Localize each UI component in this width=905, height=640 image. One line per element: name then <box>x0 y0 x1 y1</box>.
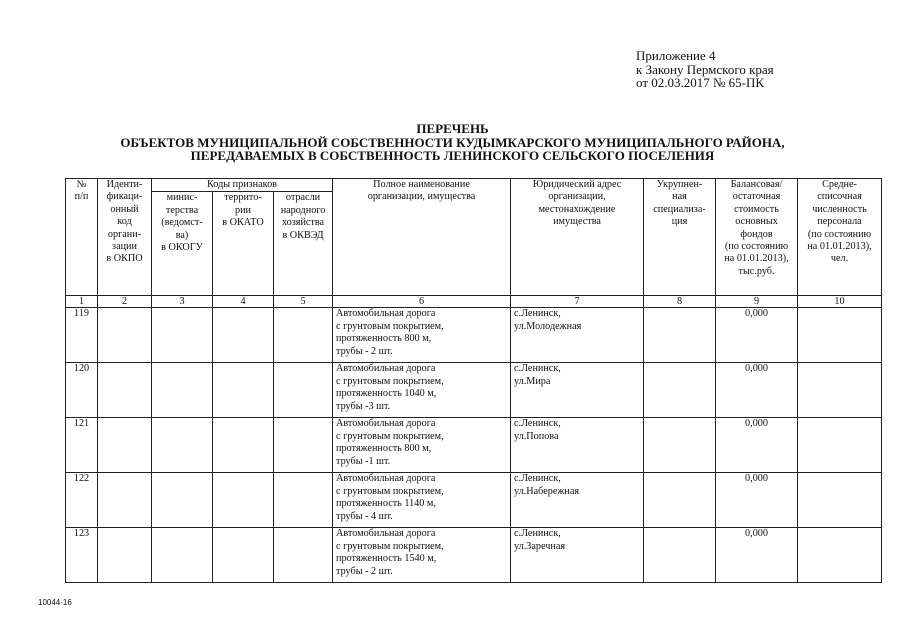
header-lines <box>153 192 211 254</box>
text-line: хозяйства <box>281 217 325 229</box>
text-line: Иденти- <box>106 179 143 190</box>
header-lines <box>512 179 642 229</box>
cell-num: 122 <box>66 473 98 528</box>
text-line: с грунтовым покрытием, <box>336 375 444 387</box>
cell-okogu <box>152 528 213 583</box>
text-line: органи- <box>107 228 142 240</box>
text-line: ул.Заречная <box>514 540 566 552</box>
text-line: Автомобильная дорога <box>336 308 436 320</box>
text-line: с грунтовым покрытием, <box>336 320 444 332</box>
text-line: Укрупнен- <box>656 179 703 190</box>
cell-name <box>333 528 511 583</box>
column-number: 3 <box>152 296 213 308</box>
header-balance <box>716 179 798 296</box>
cell-okogu <box>152 308 213 363</box>
cell-specialization <box>644 363 716 418</box>
cell-okogu <box>152 363 213 418</box>
title-line: ПЕРЕЧЕНЬ <box>416 121 489 136</box>
header-num <box>66 179 98 296</box>
text-line: онный <box>110 203 139 215</box>
text-line: протяженность 1140 м, <box>336 498 436 510</box>
text-line: в ОКВЭД <box>282 229 324 241</box>
text-line: трубы - 2 шт. <box>336 565 393 577</box>
text-line: протяженность 800 м, <box>336 443 432 455</box>
text-line: протяженность 800 м, <box>336 333 432 345</box>
text-line: терства <box>165 204 199 216</box>
cell-specialization <box>644 473 716 528</box>
cell-num: 119 <box>66 308 98 363</box>
cell-address <box>511 308 644 363</box>
cell-name <box>333 363 511 418</box>
header-specialization <box>644 179 716 296</box>
text-line: протяженность 1040 м, <box>336 388 437 400</box>
cell-specialization <box>644 308 716 363</box>
header-okato <box>213 192 274 296</box>
cell-name <box>333 308 511 363</box>
text-line: с грунтовым покрытием, <box>336 485 444 497</box>
cell-name <box>333 473 511 528</box>
text-line: Средне- <box>822 179 857 190</box>
text-line: Балансовая/ <box>730 179 783 190</box>
text-line: основных <box>735 216 778 228</box>
text-line: на 01.01.2013), <box>724 253 789 265</box>
header-lines <box>645 179 714 229</box>
property-table <box>65 178 882 583</box>
header-okogu <box>152 192 213 296</box>
header-codes-group: Коды признаков <box>152 179 333 192</box>
cell-okato <box>213 473 274 528</box>
text-line: имущества <box>553 216 601 228</box>
text-line: в ОКАТО <box>222 217 264 229</box>
text-line: рии <box>235 204 251 216</box>
column-number: 9 <box>716 296 798 308</box>
text-line: чел. <box>830 253 849 265</box>
text-line: фикаци- <box>106 191 143 203</box>
cell-okved <box>274 308 333 363</box>
cell-specialization <box>644 528 716 583</box>
text-line: фондов <box>740 228 773 240</box>
text-line: (ведомст- <box>161 217 203 229</box>
text-line: ная <box>672 191 687 203</box>
text-line: трубы - 4 шт. <box>336 510 393 522</box>
text-line: ул.Мира <box>514 375 551 387</box>
text-line: минис- <box>166 192 198 204</box>
text-line: с.Ленинск, <box>514 528 561 540</box>
text-line: списочная <box>817 191 862 203</box>
text-line: (по состоянию <box>807 228 872 240</box>
table-body <box>66 308 882 583</box>
text-line: п/п <box>74 191 89 203</box>
cell-address <box>511 473 644 528</box>
header-okpo <box>98 179 152 296</box>
text-line: ул.Набережная <box>514 485 580 497</box>
text-line: отрасли <box>285 192 321 204</box>
footer-code: 10044-16 <box>38 598 72 607</box>
cell-balance: 0,000 <box>716 308 798 363</box>
cell-okato <box>213 363 274 418</box>
text-line: с грунтовым покрытием, <box>336 430 444 442</box>
text-line: народного <box>280 204 326 216</box>
cell-balance: 0,000 <box>716 528 798 583</box>
cell-balance: 0,000 <box>716 473 798 528</box>
text-line: трубы - 2 шт. <box>336 345 393 357</box>
column-number: 1 <box>66 296 98 308</box>
column-number: 10 <box>798 296 882 308</box>
text-line: с.Ленинск, <box>514 363 561 375</box>
header-address <box>511 179 644 296</box>
text-line: Автомобильная дорога <box>336 528 436 540</box>
cell-okato <box>213 308 274 363</box>
cell-okpo <box>98 418 152 473</box>
text-line: Автомобильная дорога <box>336 418 436 430</box>
cell-okved <box>274 473 333 528</box>
header-okved <box>274 192 333 296</box>
text-line: организации, имущества <box>367 191 476 203</box>
text-line: Автомобильная дорога <box>336 363 436 375</box>
text-line: специализа- <box>653 203 706 215</box>
cell-okogu <box>152 418 213 473</box>
text-line: с.Ленинск, <box>514 308 561 320</box>
text-line: код <box>117 216 132 228</box>
document-title <box>0 122 905 163</box>
cell-balance: 0,000 <box>716 363 798 418</box>
text-line: ва) <box>175 229 189 241</box>
cell-staff <box>798 473 882 528</box>
text-line: террито- <box>224 192 262 204</box>
header-lines <box>67 179 96 204</box>
column-number-row <box>66 296 882 308</box>
column-number: 4 <box>213 296 274 308</box>
text-line: Юридический адрес <box>532 179 622 190</box>
cell-balance: 0,000 <box>716 418 798 473</box>
column-number: 7 <box>511 296 644 308</box>
appendix-line: к Закону Пермского края <box>636 61 774 77</box>
text-line: № <box>76 179 87 190</box>
text-line: ул.Молодежная <box>514 320 582 332</box>
text-line: на 01.01.2013), <box>807 241 872 253</box>
text-line: местонахождение <box>538 203 616 215</box>
cell-okpo <box>98 363 152 418</box>
header-lines <box>799 179 880 266</box>
column-number: 8 <box>644 296 716 308</box>
column-number: 6 <box>333 296 511 308</box>
cell-okpo <box>98 473 152 528</box>
text-line: ция <box>671 216 688 228</box>
text-line: тыс.руб. <box>738 265 775 277</box>
text-line: протяженность 1540 м, <box>336 553 437 565</box>
title-line: ОБЪЕКТОВ МУНИЦИПАЛЬНОЙ СОБСТВЕННОСТИ КУДЫМКАРСКОГО МУНИЦИПАЛЬНОГО РАЙОНА, <box>120 134 785 150</box>
cell-okato <box>213 528 274 583</box>
text-line: (по состоянию <box>724 241 789 253</box>
header-staff <box>798 179 882 296</box>
table-row <box>66 418 882 473</box>
text-line: стоимость <box>734 203 779 215</box>
cell-staff <box>798 308 882 363</box>
cell-num: 120 <box>66 363 98 418</box>
text-line: в ОКПО <box>106 253 143 265</box>
header-name <box>333 179 511 296</box>
appendix-line: от 02.03.2017 № 65-ПК <box>636 75 765 90</box>
header-lines <box>275 192 331 242</box>
text-line: с грунтовым покрытием, <box>336 540 444 552</box>
text-line: численность <box>812 203 867 215</box>
cell-specialization <box>644 418 716 473</box>
appendix-line: Приложение 4 <box>636 48 716 63</box>
text-line: трубы -3 шт. <box>336 400 391 412</box>
appendix-note <box>636 49 774 90</box>
cell-okogu <box>152 473 213 528</box>
cell-address <box>511 418 644 473</box>
column-number: 5 <box>274 296 333 308</box>
header-lines <box>334 179 509 204</box>
cell-address <box>511 363 644 418</box>
text-line: Автомобильная дорога <box>336 473 436 485</box>
header-lines <box>717 179 796 278</box>
cell-okved <box>274 418 333 473</box>
cell-name <box>333 418 511 473</box>
text-line: остаточная <box>732 191 781 203</box>
column-number: 2 <box>98 296 152 308</box>
table-row <box>66 528 882 583</box>
table-row <box>66 473 882 528</box>
cell-okpo <box>98 308 152 363</box>
cell-num: 121 <box>66 418 98 473</box>
cell-okved <box>274 528 333 583</box>
table-row <box>66 308 882 363</box>
text-line: персонала <box>817 216 862 228</box>
text-line: организации, <box>548 191 606 203</box>
cell-staff <box>798 363 882 418</box>
cell-address <box>511 528 644 583</box>
cell-staff <box>798 528 882 583</box>
text-line: Полное наименование <box>373 179 470 190</box>
text-line: трубы -1 шт. <box>336 455 391 467</box>
cell-staff <box>798 418 882 473</box>
cell-okpo <box>98 528 152 583</box>
table-row <box>66 363 882 418</box>
cell-okved <box>274 363 333 418</box>
header-lines <box>214 192 272 229</box>
cell-okato <box>213 418 274 473</box>
cell-num: 123 <box>66 528 98 583</box>
title-line: ПЕРЕДАВАЕМЫХ В СОБСТВЕННОСТЬ ЛЕНИНСКОГО СЕЛЬСКОГО ПОСЕЛЕНИЯ <box>190 148 715 163</box>
text-line: зации <box>112 241 137 253</box>
text-line: в ОКОГУ <box>161 242 203 254</box>
header-lines <box>99 179 150 266</box>
text-line: с.Ленинск, <box>514 418 561 430</box>
text-line: ул.Попова <box>514 430 559 442</box>
text-line: с.Ленинск, <box>514 473 561 485</box>
